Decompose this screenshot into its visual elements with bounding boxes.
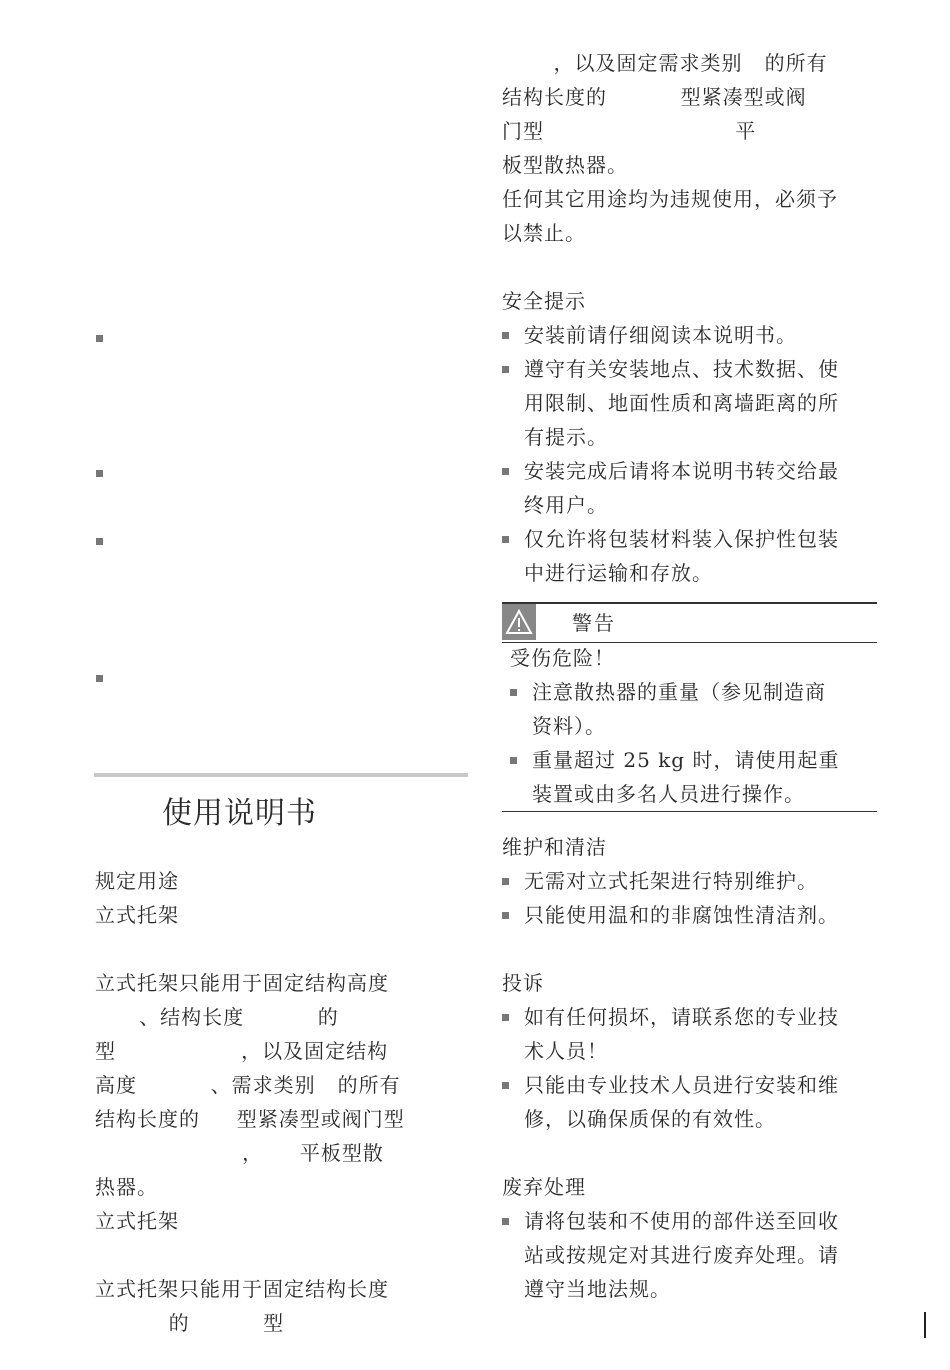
intro-line: ，以及固定需求类别 的所有 (502, 51, 828, 75)
bullet-marker (502, 912, 509, 919)
left-text-line: 高度 、需求类别 的所有 (95, 1073, 401, 1097)
bullet-marker (502, 878, 509, 885)
disposal-item (502, 1204, 839, 1306)
left-text-line: 立式托架只能用于固定结构高度 (95, 971, 389, 995)
safety-item (502, 352, 839, 454)
maintenance-item-text: 无需对立式托架进行特别维护。 (524, 869, 818, 893)
page-edge-mark (924, 1312, 926, 1338)
warning-bottom-rule (502, 811, 877, 812)
maintenance-heading: 维护和清洁 (502, 835, 607, 859)
maintenance-item-text: 只能使用温和的非腐蚀性清洁剂。 (524, 903, 839, 927)
left-text-line: 立式托架 (95, 903, 179, 927)
safety-item-text: 安装完成后请将本说明书转交给最 终用户。 (524, 459, 839, 517)
complaints-item (502, 1068, 839, 1136)
bullet-marker (502, 468, 509, 475)
safety-item (502, 318, 797, 352)
complaints-heading: 投诉 (502, 971, 544, 995)
bullet-marker (502, 1014, 509, 1021)
maintenance-item (502, 864, 818, 898)
warning-label: 警告 (572, 611, 616, 635)
intro-line: 门型 平 (502, 119, 757, 143)
intro-line: 结构长度的 型紧凑型或阀 (502, 85, 807, 109)
safety-item (502, 454, 839, 522)
left-text-line: 立式托架 (95, 1209, 179, 1233)
bullet-marker (96, 335, 103, 342)
intro-line: 任何其它用途均为违规使用，必须予 (502, 187, 838, 211)
safety-item-text: 安装前请仔细阅读本说明书。 (524, 323, 797, 347)
warning-item-text: 注意散热器的重量（参见制造商 资料）。 (532, 680, 826, 738)
intro-line: 板型散热器。 (502, 153, 628, 177)
safety-item-text: 遵守有关安装地点、技术数据、使 用限制、地面性质和离墙距离的所 有提示。 (524, 357, 839, 449)
bullet-marker (502, 536, 509, 543)
left-text-line: 的 型 (95, 1311, 285, 1335)
left-text-line: 立式托架只能用于固定结构长度 (95, 1277, 389, 1301)
left-text-line: 热器。 (95, 1175, 158, 1199)
complaints-item (502, 1000, 839, 1068)
maintenance-item (502, 898, 839, 932)
safety-heading: 安全提示 (502, 289, 586, 313)
bullet-marker (502, 366, 509, 373)
bullet-marker (510, 689, 517, 696)
bullet-marker (96, 470, 103, 477)
safety-item (502, 522, 839, 590)
left-text-line: 、结构长度 的 (95, 1005, 339, 1029)
disposal-item-text: 请将包装和不使用的部件送至回收 站或按规定对其进行废弃处理。请 遵守当地法规。 (524, 1209, 839, 1301)
manual-title: 使用说明书 (162, 796, 317, 831)
intro-line: 以禁止。 (502, 221, 586, 245)
section-divider (94, 773, 468, 777)
bullet-marker (96, 675, 103, 682)
warning-item (510, 743, 839, 811)
bullet-marker (510, 757, 517, 764)
left-text-line: 结构长度的 型紧凑型或阀门型 (95, 1107, 405, 1131)
bullet-marker (96, 538, 103, 545)
bullet-marker (502, 1218, 509, 1225)
left-text-line: 型 ，以及固定结构 (95, 1039, 389, 1063)
complaints-item-text: 如有任何损坏，请联系您的专业技 术人员！ (524, 1005, 839, 1063)
bullet-marker (502, 1082, 509, 1089)
left-text-line: 规定用途 (95, 869, 179, 893)
left-text-line: ， 平板型散 (95, 1141, 384, 1165)
warning-title: 受伤危险！ (510, 646, 615, 670)
warning-item-text: 重量超过 25 kg 时，请使用起重 装置或由多名人员进行操作。 (532, 748, 840, 806)
warning-triangle-icon (502, 604, 536, 640)
safety-item-text: 仅允许将包装材料装入保护性包装 中进行运输和存放。 (524, 527, 839, 585)
disposal-heading: 废弃处理 (502, 1175, 586, 1199)
warning-item (510, 675, 826, 743)
warning-banner (502, 602, 877, 643)
bullet-marker (502, 332, 509, 339)
complaints-item-text: 只能由专业技术人员进行安装和维 修，以确保质保的有效性。 (524, 1073, 839, 1131)
